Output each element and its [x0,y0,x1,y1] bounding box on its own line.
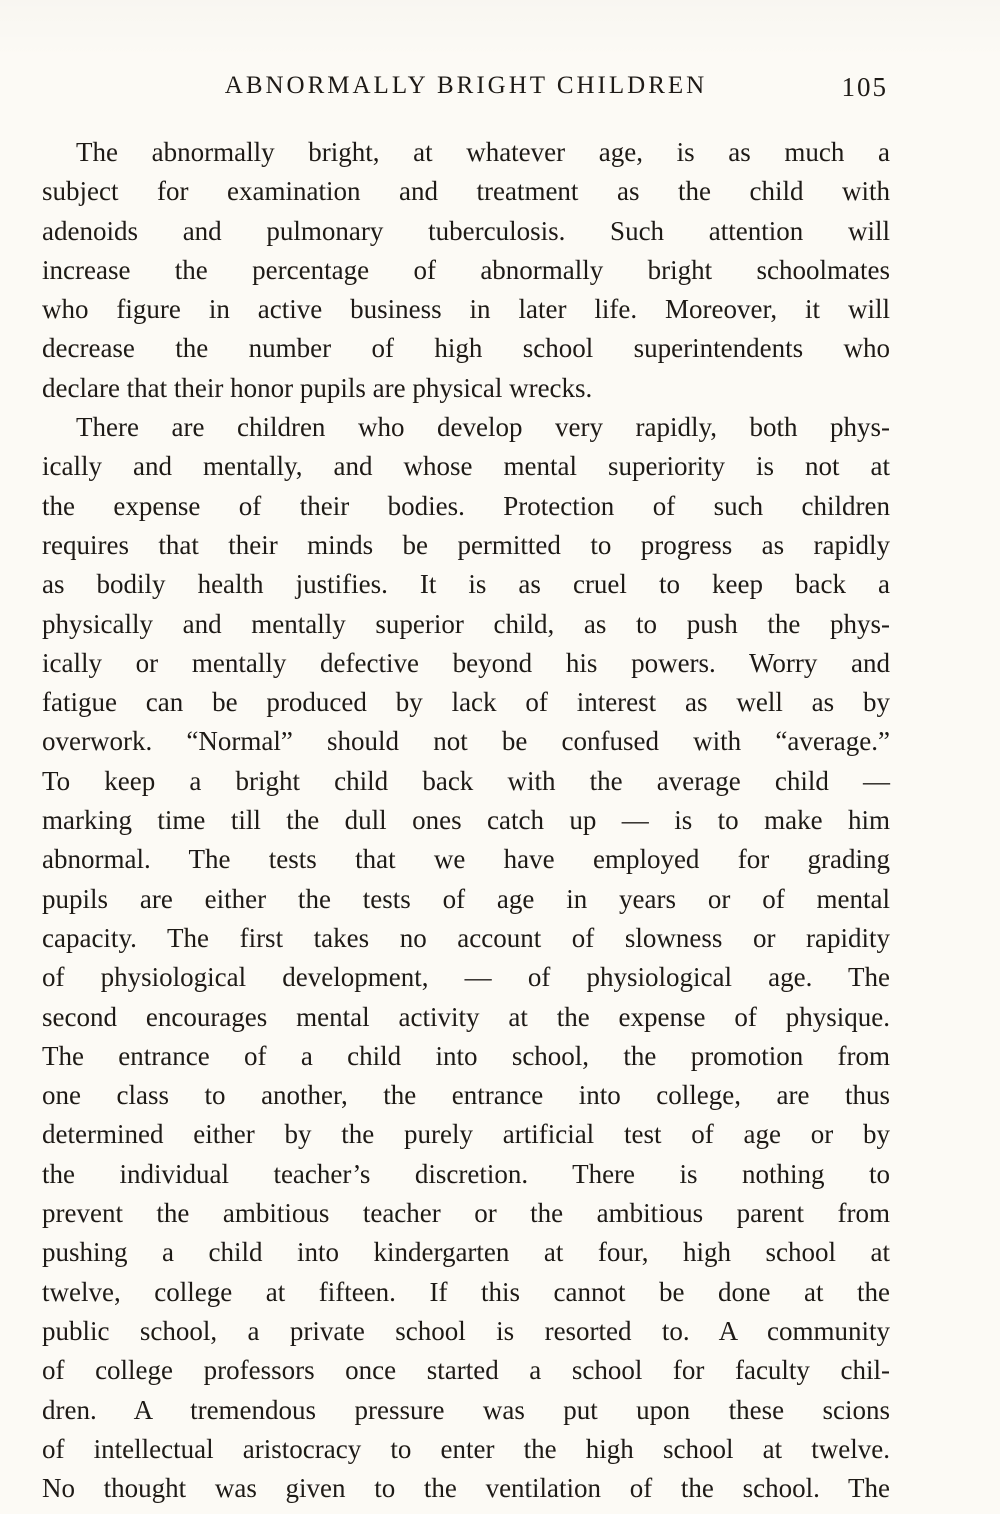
text-line: increase the percentage of abnormally bright schoolmates [42,254,890,285]
text-line: as bodily health justifies. It is as cruel to keep back a [42,569,890,600]
text-line: To keep a bright child back with the average child — [42,765,890,796]
text-line: abnormal. The tests that we have employed for grading [42,844,890,875]
text-line: of college professors once started a school for faculty chil- [42,1355,890,1386]
text-line: prevent the ambitious teacher or the ambitious parent from [42,1198,890,1229]
page-header [42,72,890,108]
text-line: declare that their honor pupils are physical wrecks. [42,372,593,403]
text-line: the expense of their bodies. Protection of such children [42,490,890,521]
page-body [42,133,890,1508]
paragraph [42,133,890,408]
text-line: determined either by the purely artificial test of age or by [42,1119,890,1150]
text-line: second encourages mental activity at the expense of physique. [42,1001,890,1032]
text-line: of physiological development, — of physiological age. The [42,962,890,993]
text-line: ically or mentally defective beyond his powers. Worry and [42,647,890,678]
text-line: ically and mentally, and whose mental superiority is not at [42,451,890,482]
text-line: public school, a private school is resorted to. A community [42,1315,890,1346]
text-line: The abnormally bright, at whatever age, is as much a [76,137,890,167]
text-line: pushing a child into kindergarten at four, high school at [42,1237,890,1268]
text-line: who figure in active business in later life. Moreover, it will [42,294,890,325]
text-line: one class to another, the entrance into college, are thus [42,1080,890,1111]
text-line: No thought was given to the ventilation of the school. The [42,1473,890,1504]
text-line: capacity. The first takes no account of slowness or rapidity [42,922,890,953]
text-line: physically and mentally superior child, as to push the phys- [42,608,890,639]
text-line: twelve, college at fifteen. If this cannot be done at the [42,1276,890,1307]
running-title: ABNORMALLY BRIGHT CHILDREN [224,72,708,99]
text-line: fatigue can be produced by lack of interest as well as by [42,687,890,718]
text-line: subject for examination and treatment as the child with [42,176,890,207]
text-line: The entrance of a child into school, the promotion from [42,1040,890,1071]
text-line: marking time till the dull ones catch up — is to make him [42,805,890,836]
text-line: requires that their minds be permitted to progress as rapidly [42,529,890,560]
text-line: pupils are either the tests of age in years or of mental [42,883,890,914]
text-line: adenoids and pulmonary tuberculosis. Such attention will [42,215,890,246]
page-number: 105 [841,72,888,102]
text-line: of intellectual aristocracy to enter the high school at twelve. [42,1433,890,1464]
text-line: overwork. “Normal” should not be confused with “average.” [42,726,890,757]
paragraph [42,408,890,1508]
text-line: There are children who develop very rapidly, both phys- [76,412,890,443]
text-line: decrease the number of high school superintendents who [42,333,890,364]
text-line: dren. A tremendous pressure was put upon these scions [42,1394,890,1425]
text-line: the individual teacher’s discretion. There is nothing to [42,1158,890,1189]
